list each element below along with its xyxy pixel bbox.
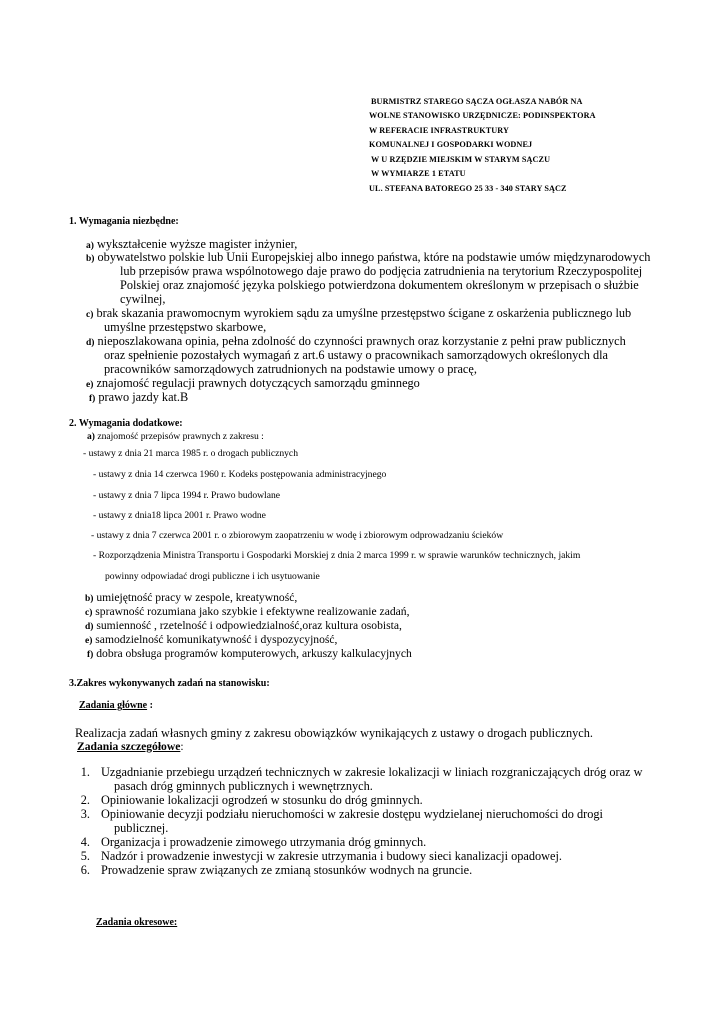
task-text-cont: pasach dróg gminnych publicznych i wewnętrznych. — [114, 779, 373, 793]
task-text: Prowadzenie spraw związanych ze zmianą stosunków wodnych na gruncie. — [101, 863, 473, 877]
law-item-cont: powinny odpowiadać drogi publiczne i ich usytuowanie — [105, 571, 320, 582]
task-text: Opiniowanie decyzji podziału nieruchomości w zakresie dostępu wydzielanej nieruchomości do drogi — [101, 807, 603, 821]
header-line: WOLNE STANOWISKO URZĘDNICZE: PODINSPEKTORA — [369, 111, 596, 120]
task-number: 4. — [80, 835, 90, 849]
item-text-cont: Polskiej oraz znajomość języka polskiego potwierdzona dokumentem określonym w przepisach o służbie — [120, 278, 639, 292]
item-label: b) — [85, 594, 94, 604]
section-title: 1. Wymagania niezbędne: — [69, 216, 179, 227]
law-item: - ustawy z dnia 14 czerwca 1960 r. Kodeks postępowania administracyjnego — [93, 469, 387, 480]
task-number: 1. — [80, 765, 90, 779]
item-label: a) — [86, 241, 94, 251]
item-text: umiejętność pracy w zespole, kreatywność, — [96, 591, 298, 604]
law-item: - ustawy z dnia18 lipca 2001 r. Prawo wodne — [93, 510, 266, 521]
item-label: e) — [85, 636, 93, 646]
detailed-tasks-heading — [77, 740, 184, 753]
periodic-tasks-heading — [96, 917, 177, 928]
item-text: nieposzlakowana opinia, pełna zdolność do czynności prawnych oraz korzystanie z pełni praw publicznych — [97, 334, 626, 348]
header-line: W WYMIARZE 1 ETATU — [371, 169, 466, 178]
item-text-cont: lub przepisów prawa wspólnotowego daje prawo do podjęcia zatrudnienia na terytorium Rzeczypospolitej — [120, 264, 643, 278]
item-label: b) — [86, 254, 95, 264]
periodic-tasks-label: Zadania okresowe: — [96, 917, 178, 928]
requirement-item — [89, 390, 188, 407]
task-item — [68, 765, 642, 780]
task-item — [68, 849, 562, 864]
item-text-cont: umyślne przestępstwo skarbowe, — [104, 320, 267, 334]
task-number: 6. — [80, 863, 90, 877]
main-tasks-heading — [79, 700, 153, 711]
header-line: UL. STEFANA BATOREGO 25 33 - 340 STARY SĄCZ — [369, 184, 567, 193]
item-text-cont: cywilnej, — [120, 292, 166, 306]
item-text-cont: pracowników samorządowych zatrudnionych na podstawie umowy o pracę, — [104, 362, 477, 376]
header-line: KOMUNALNEJ I GOSPODARKI WODNEJ — [369, 140, 533, 149]
law-item: - ustawy z dnia 21 marca 1985 r. o drogach publicznych — [83, 448, 298, 459]
task-text: Nadzór i prowadzenie inwestycji w zakresie utrzymania i budowy sieci kanalizacji opadowej. — [101, 849, 562, 863]
item-label: c) — [86, 310, 94, 320]
item-label: c) — [85, 608, 93, 618]
requirement-item — [85, 591, 297, 604]
task-item — [68, 807, 603, 822]
item-text: znajomość regulacji prawnych dotyczących samorządu gminnego — [96, 376, 420, 390]
requirement-item — [85, 605, 409, 618]
item-text: sumienność , rzetelność i odpowiedzialność,oraz kultura osobista, — [96, 619, 402, 632]
header-line: W U RZĘDZIE MIEJSKIM W STARYM SĄCZU — [371, 155, 551, 164]
task-text: Opiniowanie lokalizacji ogrodzeń w stosunku do dróg gminnych. — [101, 793, 423, 807]
task-item — [68, 793, 423, 808]
item-text-cont: oraz spełnienie pozostałych wymagań z art.6 ustawy o pracownikach samorządowych określonych dla — [104, 348, 608, 362]
task-item — [68, 835, 426, 850]
task-number: 3. — [80, 807, 90, 821]
item-text: sprawność rozumiana jako szybkie i efektywne realizowanie zadań, — [95, 605, 410, 618]
item-text: prawo jazdy kat.B — [98, 390, 189, 404]
section-title: 3.Zakres wykonywanych zadań na stanowisku: — [69, 678, 270, 689]
item-text: samodzielność komunikatywność i dyspozycyjność, — [95, 633, 338, 646]
law-item: - Rozporządzenia Ministra Transportu i Gospodarki Morskiej z dnia 2 marca 1999 r. w sprawie warunków technicznych, jakim — [93, 550, 581, 561]
requirement-item — [87, 647, 412, 660]
main-tasks-colon: : — [147, 700, 153, 711]
requirement-item — [85, 633, 337, 646]
item-text: wykształcenie wyższe magister inżynier, — [97, 237, 298, 251]
law-item: - ustawy z dnia 7 lipca 1994 r. Prawo budowlane — [93, 490, 281, 501]
item-label: e) — [86, 380, 94, 390]
detailed-tasks-colon: : — [180, 740, 184, 753]
item-text: dobra obsługa programów komputerowych, arkuszy kalkulacyjnych — [96, 647, 412, 660]
requirement-item — [87, 431, 264, 442]
item-text: obywatelstwo polskie lub Unii Europejskiej albo innego państwa, które na podstawie umów międzynarodowych — [97, 250, 651, 264]
detailed-tasks-label: Zadania szczegółowe — [77, 740, 181, 753]
main-tasks-text: Realizacja zadań własnych gminy z zakresu obowiązków wynikających z ustawy o drogach publicznych. — [75, 726, 593, 740]
item-text: znajomość przepisów prawnych z zakresu : — [97, 431, 264, 442]
task-text: Organizacja i prowadzenie zimowego utrzymania dróg gminnych. — [101, 835, 427, 849]
task-text: Uzgadnianie przebiegu urządzeń technicznych w zakresie lokalizacji w liniach rozgraniczających dróg oraz w — [101, 765, 643, 779]
item-text: brak skazania prawomocnym wyrokiem sądu za umyślne przestępstwo ścigane z oskarżenia publicznego lub — [96, 306, 632, 320]
item-label: a) — [87, 432, 95, 442]
header-line: BURMISTRZ STAREGO SĄCZA OGŁASZA NABÓR NA — [371, 97, 583, 106]
item-label: d) — [86, 338, 95, 348]
requirement-item — [85, 619, 402, 632]
task-item — [68, 863, 472, 878]
task-text-cont: publicznej. — [114, 821, 169, 835]
item-label: d) — [85, 622, 94, 632]
item-label: f) — [87, 650, 94, 660]
main-tasks-label: Zadania główne — [79, 700, 148, 711]
task-number: 5. — [80, 849, 90, 863]
law-item: - ustawy z dnia 7 czerwca 2001 r. o zbiorowym zaopatrzeniu w wodę i zbiorowym odprowadzaniu ścieków — [91, 530, 504, 541]
section-title: 2. Wymagania dodatkowe: — [69, 418, 183, 429]
task-number: 2. — [80, 793, 90, 807]
item-label: f) — [89, 394, 96, 404]
header-line: W REFERACIE INFRASTRUKTURY — [369, 126, 509, 135]
